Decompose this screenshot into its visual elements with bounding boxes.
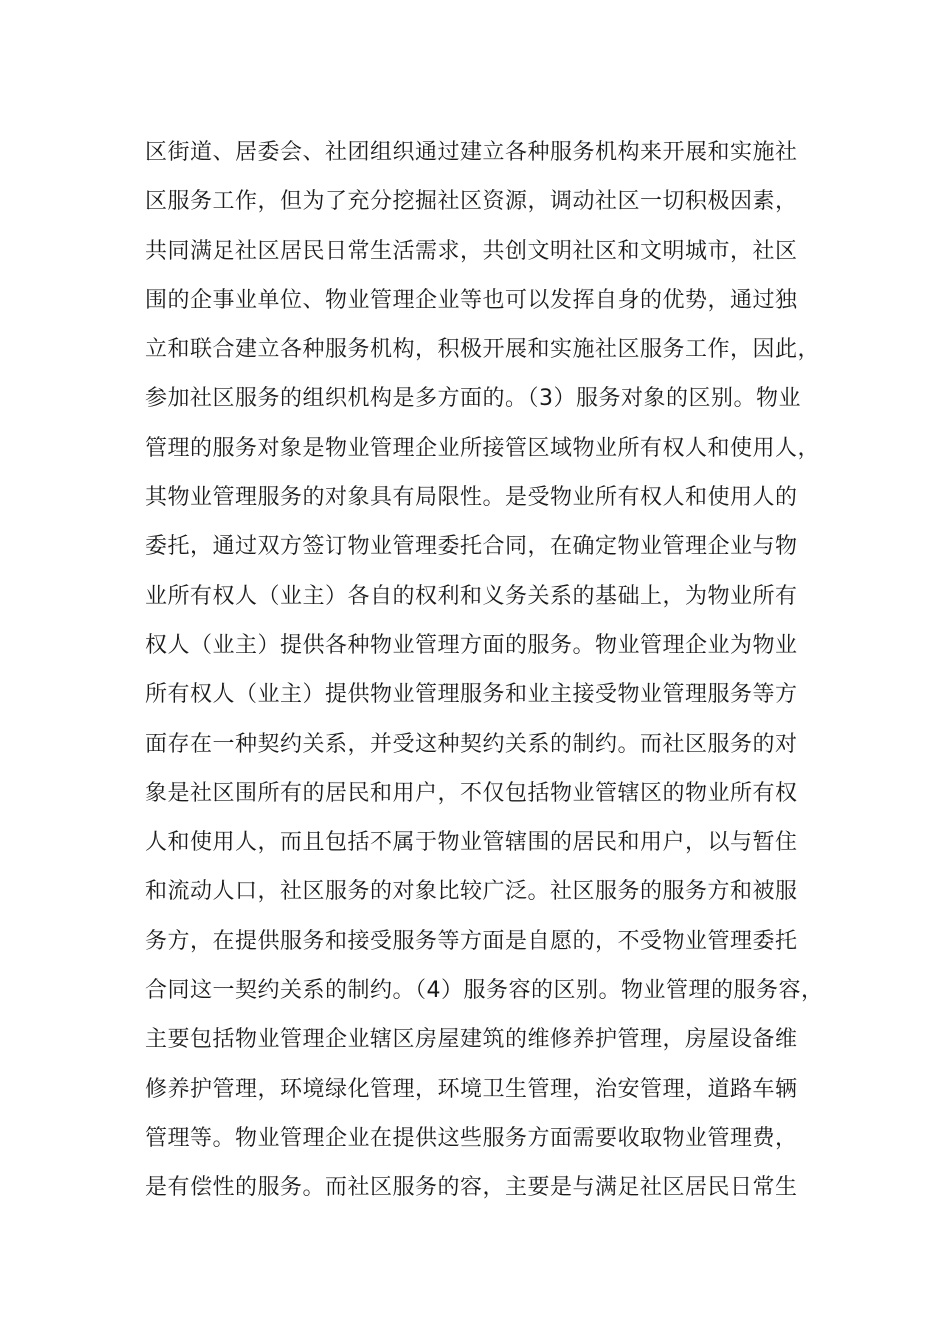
text-line: 围的企事业单位、物业管理企业等也可以发挥自身的优势，通过独 (145, 287, 798, 313)
body-text (145, 128, 825, 1213)
text-line: 象是社区围所有的居民和用户，不仅包括物业管辖区的物业所有权 (145, 780, 798, 806)
text-line: 权人（业主）提供各种物业管理方面的服务。物业管理企业为物业 (145, 632, 798, 658)
text-line: 修养护管理，环境绿化管理，环境卫生管理，治安管理，道路车辆 (145, 1076, 798, 1102)
text-line: 共同满足社区居民日常生活需求，共创文明社区和文明城市，社区 (145, 238, 798, 264)
text-line: 是有偿性的服务。而社区服务的容，主要是与满足社区居民日常生 (145, 1175, 798, 1201)
text-line: 合同这一契约关系的制约。（4）服务容的区别。物业管理的服务容， (145, 978, 824, 1004)
text-line: 所有权人（业主）提供物业管理服务和业主接受物业管理服务等方 (145, 682, 798, 708)
text-line: 区服务工作，但为了充分挖掘社区资源，调动社区一切积极因素， (145, 189, 798, 215)
text-line: 其物业管理服务的对象具有局限性。是受物业所有权人和使用人的 (145, 485, 798, 511)
text-line: 务方，在提供服务和接受服务等方面是自愿的，不受物业管理委托 (145, 928, 798, 954)
text-line: 管理的服务对象是物业管理企业所接管区域物业所有权人和使用人， (145, 435, 821, 461)
text-line: 委托，通过双方签订物业管理委托合同，在确定物业管理企业与物 (145, 534, 798, 560)
text-line: 和流动人口，社区服务的对象比较广泛。社区服务的服务方和被服 (145, 879, 798, 905)
text-line: 区街道、居委会、社团组织通过建立各种服务机构来开展和实施社 (145, 140, 798, 165)
text-line: 参加社区服务的组织机构是多方面的。（3）服务对象的区别。物业 (145, 386, 801, 412)
text-line: 立和联合建立各种服务机构，积极开展和实施社区服务工作，因此， (145, 337, 821, 363)
text-line: 人和使用人，而且包括不属于物业管辖围的居民和用户，以与暂住 (145, 830, 798, 856)
text-line: 管理等。物业管理企业在提供这些服务方面需要收取物业管理费， (145, 1125, 798, 1151)
text-line: 业所有权人（业主）各自的权利和义务关系的基础上，为物业所有 (145, 583, 798, 609)
text-line: 主要包括物业管理企业辖区房屋建筑的维修养护管理，房屋设备维 (145, 1027, 798, 1053)
text-line: 面存在一种契约关系，并受这种契约关系的制约。而社区服务的对 (145, 731, 798, 757)
